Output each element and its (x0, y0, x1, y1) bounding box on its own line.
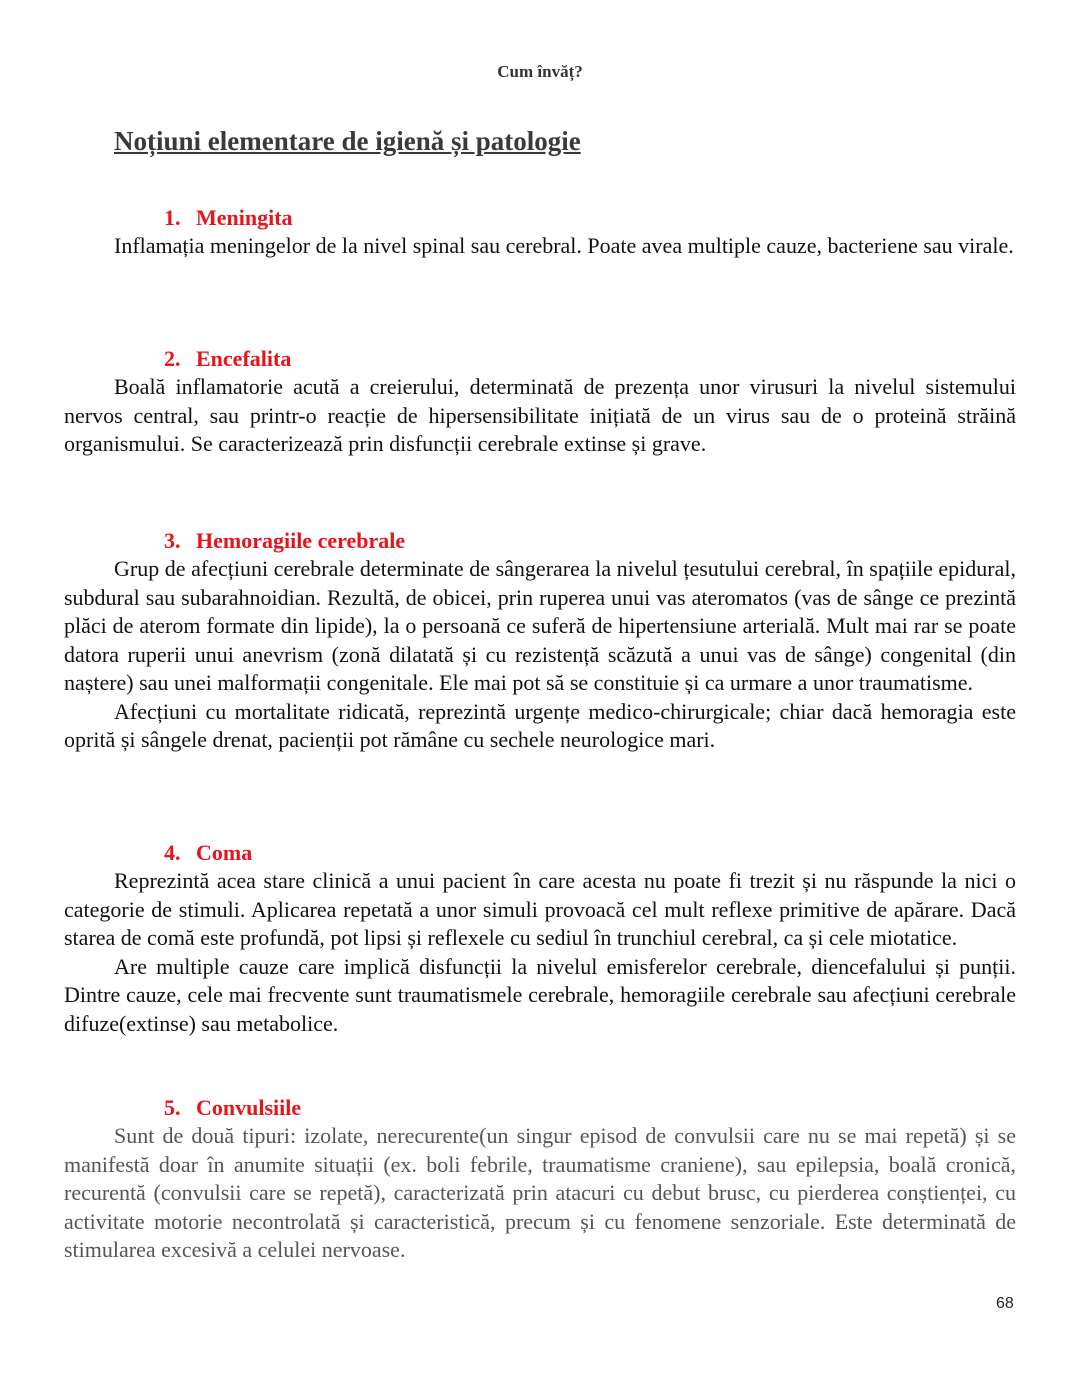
section-hemoragii (64, 527, 1016, 755)
paragraph: Inflamația meningelor de la nivel spinal sau cerebral. Poate avea multiple cauze, bacteriene sau virale. (114, 233, 1014, 258)
section-title: Hemoragiile cerebrale (196, 528, 406, 553)
section-title: Convulsiile (196, 1095, 302, 1120)
paragraph: Reprezintă acea stare clinică a unui pacient în care acesta nu poate fi trezit și nu răspunde la nici o categorie de stimuli. Aplicarea repetată a unor simuli provoacă cel mult reflexe primitive de apărare. Dacă starea de comă este profundă, pot lipsi și reflexele cu sediul în trunchiul cerebral, ca și cele miotatice. (64, 868, 1016, 950)
section-heading (164, 204, 1016, 232)
paragraph: Afecțiuni cu mortalitate ridicată, reprezintă urgențe medico-chirurgicale; chiar dacă hemoragia este oprită și sângele drenat, pacienții pot rămâne cu sechele neurologice mari. (64, 698, 1016, 752)
section-title: Coma (196, 840, 253, 865)
section-convulsii (64, 1094, 1016, 1265)
paragraph: Grup de afecțiuni cerebrale determinate de sângerarea la nivelul țesutului cerebral, în spațiile epidural, subdural sau subarahnoidian. Rezultă, de obicei, prin ruperea unui vas ateromatos (vas de sânge ce prezintă plăci de aterom formate din lipide), la o persoană ce suferă de hipertensiune arterială. Mult mai rar se poate datora ruperii unui anevrism (zonă dilatată și cu rezistență scăzută a unui vas de sânge) congenital (din naștere) sau unei malformații congenitale. Ele mai pot să se constituie și ca urmare a unor traumatisme. (64, 556, 1016, 695)
paragraph: Sunt de două tipuri: izolate, nerecurente(un singur episod de convulsii care nu se mai repetă) și se manifestă doar în anumite situații (ex. boli febrile, traumatisme craniene), sau epilepsia, boală cronică, recurentă (convulsii care se repetă), caracterizată prin atacuri cu debut brusc, cu pierderea conștienței, cu activitate motorie necontrolată și caracteristică, precum și cu fenomene senzoriale. Este determinată de stimularea excesivă a celulei nervoase. (64, 1123, 1016, 1262)
section-number: 5. (164, 1095, 181, 1120)
page-title: Noțiuni elementare de igienă și patologie (114, 126, 581, 156)
section-coma (64, 839, 1016, 1038)
section-number: 2. (164, 346, 181, 371)
section-number: 3. (164, 528, 181, 553)
section-heading (164, 345, 1016, 373)
section-meningita (64, 204, 1016, 261)
section-number: 1. (164, 205, 181, 230)
section-number: 4. (164, 840, 181, 865)
section-encefalita (64, 345, 1016, 459)
running-header: Cum învăț? (497, 62, 583, 81)
section-title: Encefalita (196, 346, 292, 371)
paragraph: Boală inflamatorie acută a creierului, determinată de prezența unor virusuri la nivelul sistemului nervos central, sau printr-o reacție de hipersensibilitate inițiată de un virus sau de o proteină străină organismului. Se caracterizează prin disfuncții cerebrale extinse și grave. (64, 374, 1016, 456)
section-heading (164, 1094, 1016, 1122)
paragraph: Are multiple cauze care implică disfuncții la nivelul emisferelor cerebrale, diencefalului și punții. Dintre cauze, cele mai frecvente sunt traumatismele cerebrale, hemoragiile cerebrale sau afecțiuni cerebrale difuze(extinse) sau metabolice. (64, 953, 1016, 1036)
section-heading (164, 839, 1016, 867)
section-title: Meningita (196, 205, 293, 230)
section-heading (164, 527, 1016, 555)
page-number: 68 (996, 1295, 1014, 1312)
